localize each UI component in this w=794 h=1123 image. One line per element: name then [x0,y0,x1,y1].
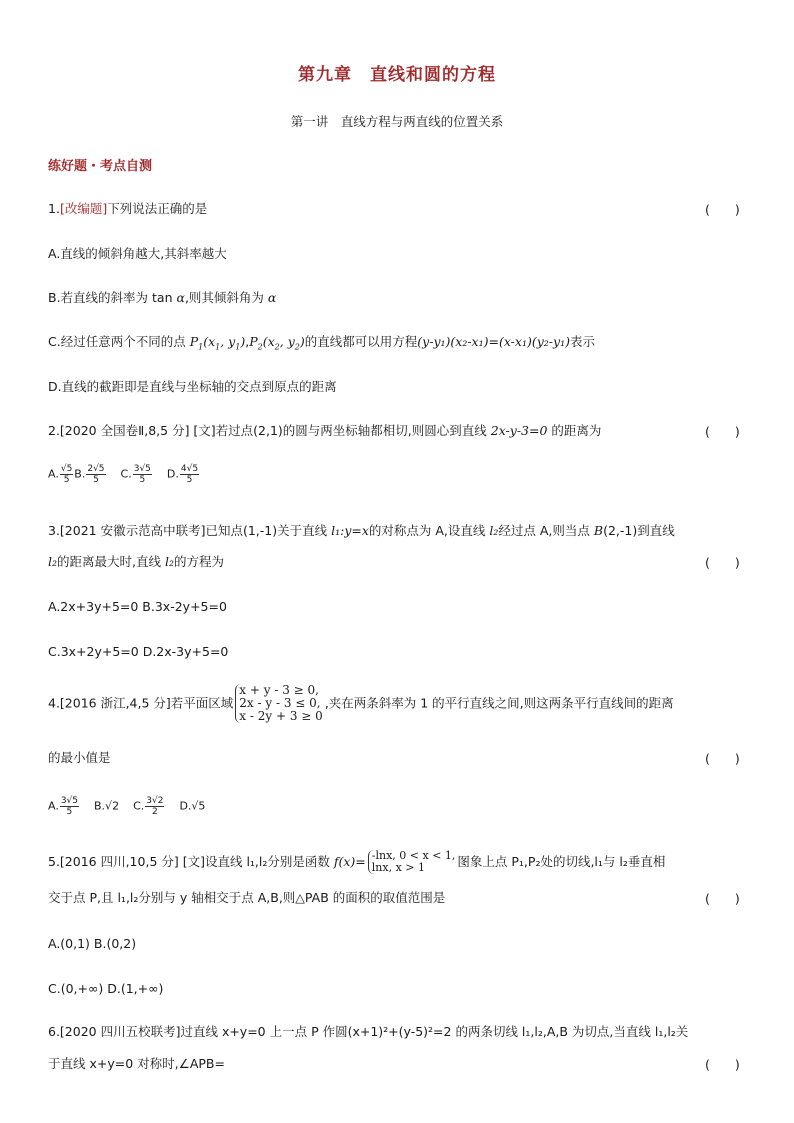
q2-stem [48,422,601,440]
q3-text: (2,-1)到直线 [603,523,675,538]
q1-option-a: A.直线的倾斜角越大,其斜率越大 [48,246,227,261]
chapter-title: 第九章 直线和圆的方程 [298,65,496,85]
q3-answer-bracket[interactable]: ( ) [705,555,740,570]
q2-option-d-fraction: $\frac{4√5}{5}$ [180,464,199,485]
q4-option-a-fraction: $\frac{3√5}{5}$ [60,796,79,817]
q2-option-b-fraction: $\frac{2√5}{5}$ [87,464,105,485]
q4-answer-bracket[interactable]: ( ) [705,751,740,766]
q1-option-b-pre: B.若直线的斜率为 tan [48,290,177,305]
q6-stem-line2: 于直线 x+y=0 对称时,∠APB= [48,1056,225,1071]
q1-number: 1. [48,201,60,216]
section-title: 练好题・考点自测 [48,159,153,174]
q1-option-b [48,289,276,307]
q1-option-d: D.直线的截距即是直线与坐标轴的交点到原点的距离 [48,379,337,394]
q1-source: [改编题] [59,201,108,216]
q4-option-d: D.√5 [179,799,206,813]
q1-option-c-equation: (y-y₁)(x₂-x₁)=(x-x₁)(y₂-y₁) [417,334,570,349]
q3-text: 经过点 A,则当点 [498,523,594,538]
q2-line-equation: 2x-y-3=0 [490,423,548,438]
q5-function: f(x)= [333,854,366,869]
q5-stem-line2: 交于点 P,且 l₁,l₂分别与 y 轴相交于点 A,B,则△PAB 的面积的取值范围是 [48,890,446,905]
q2-option-a-fraction: $\frac{√5}{5}$ [60,464,73,485]
point-p2: $P_2(x_2$, $y_2$) [249,334,305,352]
q3-l1: l₁:y=x [331,523,369,538]
lecture-title: 第一讲 直线方程与两直线的位置关系 [290,114,504,129]
q1-answer-bracket[interactable]: ( ) [705,202,740,217]
q3-l2: l₂ [48,554,58,569]
q4-stem-post: ,夹在两条斜率为 1 的平行直线之间,则这两条平行直线间的距离 [324,695,674,711]
q3-options-cd: C.3x+2y+5=0 D.2x-3y+5=0 [48,644,229,659]
q3-l2: l₂ [164,554,174,569]
q2-option-a-label: A. [48,467,59,481]
q5-options-ab: A.(0,1) B.(0,2) [48,936,137,951]
q4-stem [48,684,674,723]
q1-stem-text: 下列说法正确的是 [107,201,208,216]
q4-inequality-system: x + y - 3 ≥ 0, 2x - y - 3 ≤ 0, x - 2y + 3 ≥ 0 [235,684,323,723]
q6-answer-bracket[interactable]: ( ) [705,1057,740,1072]
q4-option-a-label: A. [48,799,59,813]
q1-option-c-end: 表示 [569,334,595,349]
q3-text: 的对称点为 A,设直线 [368,523,490,538]
q4-option-b: B.√2 [94,799,120,813]
q5-stem-post: 图象上点 P₁,P₂处的切线,l₁与 l₂垂直相 [457,854,666,869]
q5-options-cd: C.(0,+∞) D.(1,+∞) [48,981,164,996]
alpha-symbol: α [176,290,185,305]
q1-stem [48,200,207,218]
q4-stem-line2: 的最小值是 [48,750,111,765]
q2-stem-post: 的距离为 [547,423,602,438]
q3-options-ab: A.2x+3y+5=0 B.3x-2y+5=0 [48,599,227,614]
q5-stem-pre: 5.[2016 四川,10,5 分] [文]设直线 l₁,l₂分别是函数 [48,854,334,869]
q2-options [48,464,200,485]
q5-stem [48,850,665,874]
q1-option-c-post: 的直线都可以用方程 [304,334,418,349]
q3-text: 的方程为 [173,554,224,569]
q1-option-c: C.经过任意两个不同的点 $P_1(x_1$, $y_1),P_2(x_2$, $y_2$)的直线都可以用方程(y-y₁)(x₂-x₁)=(x-x₁)(y₂-y₁)表示 [48,334,595,352]
alpha-symbol: α [267,290,277,305]
q1-option-b-mid: ,则其倾斜角为 [184,290,268,305]
q3-stem-line2 [48,553,224,571]
q4-option-c-fraction: $\frac{3√2}{2}$ [146,796,164,817]
q2-answer-bracket[interactable]: ( ) [705,424,740,439]
q3-text: 3.[2021 安徽示范高中联考]已知点(1,-1)关于直线 [48,523,332,538]
q2-option-b-label: B. [74,467,86,481]
q6-stem-line1: 6.[2020 四川五校联考]过直线 x+y=0 上一点 P 作圆(x+1)²+(y-5)²=2 的两条切线 l₁,l₂,A,B 为切点,当直线 l₁,l₂关 [48,1024,689,1039]
q4-options [48,796,205,817]
q2-option-c-fraction: $\frac{3√5}{5}$ [133,464,151,485]
q4-option-c-label: C. [133,799,145,813]
q5-piecewise: -lnx, 0 < x < 1, lnx, x > 1 [368,850,456,874]
q3-l2: l₂ [489,523,499,538]
q3-stem-line1 [48,522,675,540]
q5-answer-bracket[interactable]: ( ) [705,891,740,906]
q2-option-d-label: D. [166,467,179,481]
point-p1: $P_1(x_1$, $y_1$) [189,334,246,352]
q1-option-c-pre: C.经过任意两个不同的点 [48,334,190,349]
q2-option-c-label: C. [120,467,132,481]
q3-text: 的距离最大时,直线 [57,554,165,569]
q3-point-b: B [593,523,604,538]
q2-stem-pre: 2.[2020 全国卷Ⅱ,8,5 分] [文]若过点(2,1)的圆与两坐标轴都相切,则圆心到直线 [48,423,491,438]
q4-stem-pre: 4.[2016 浙江,4,5 分]若平面区域 [48,695,234,711]
